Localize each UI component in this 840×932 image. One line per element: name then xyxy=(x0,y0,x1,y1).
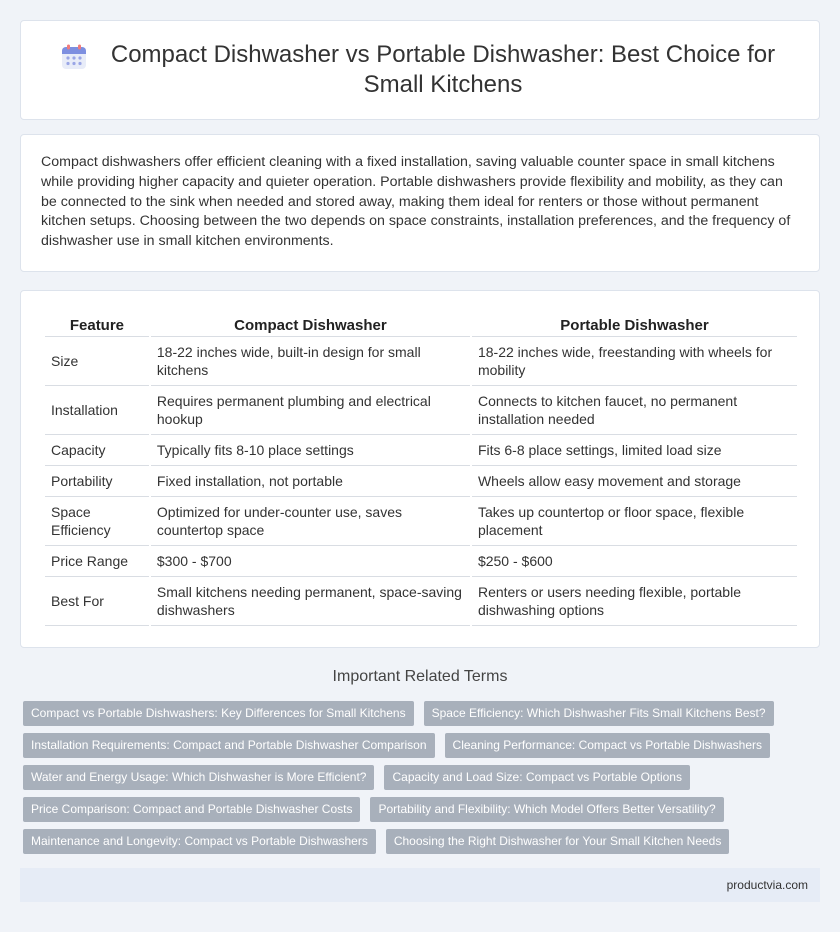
cell-compact: Typically fits 8-10 place settings xyxy=(151,435,470,466)
tag-row xyxy=(23,829,823,854)
table-row xyxy=(45,497,797,546)
related-term-tag[interactable]: Space Efficiency: Which Dishwasher Fits Small Kitchens Best? xyxy=(424,701,774,726)
related-term-tag[interactable]: Capacity and Load Size: Compact vs Portable Options xyxy=(384,765,690,790)
related-term-tag[interactable]: Price Comparison: Compact and Portable Dishwasher Costs xyxy=(23,797,360,822)
table-row xyxy=(45,546,797,577)
cell-feature: Capacity xyxy=(45,435,149,466)
cell-feature: Space Efficiency xyxy=(45,497,149,546)
comparison-table xyxy=(43,313,799,626)
table-row xyxy=(45,386,797,435)
cell-compact: Optimized for under-counter use, saves countertop space xyxy=(151,497,470,546)
cell-feature: Price Range xyxy=(45,546,149,577)
footer xyxy=(20,868,820,902)
cell-portable: Fits 6-8 place settings, limited load size xyxy=(472,435,797,466)
cell-portable: Renters or users needing flexible, portable dishwashing options xyxy=(472,577,797,626)
related-term-tag[interactable]: Installation Requirements: Compact and Portable Dishwasher Comparison xyxy=(23,733,435,758)
related-term-tag[interactable]: Cleaning Performance: Compact vs Portable Dishwashers xyxy=(445,733,770,758)
related-term-tag[interactable]: Maintenance and Longevity: Compact vs Portable Dishwashers xyxy=(23,829,376,854)
header-portable: Portable Dishwasher xyxy=(472,313,797,337)
related-terms-list xyxy=(23,701,823,861)
table-row xyxy=(45,435,797,466)
table-row xyxy=(45,577,797,626)
tag-row xyxy=(23,797,823,822)
header-feature: Feature xyxy=(45,313,149,337)
page-title: Compact Dishwasher vs Portable Dishwasher: Best Choice for Small Kitchens xyxy=(110,41,776,98)
cell-portable: $250 - $600 xyxy=(472,546,797,577)
cell-feature: Best For xyxy=(45,577,149,626)
comparison-table-card xyxy=(20,290,820,648)
title-card xyxy=(20,20,820,120)
cell-portable: Takes up countertop or floor space, flexible placement xyxy=(472,497,797,546)
cell-compact: Fixed installation, not portable xyxy=(151,466,470,497)
header-compact: Compact Dishwasher xyxy=(151,313,470,337)
related-term-tag[interactable]: Compact vs Portable Dishwashers: Key Differences for Small Kitchens xyxy=(23,701,414,726)
table-row xyxy=(45,337,797,386)
cell-compact: 18-22 inches wide, built-in design for small kitchens xyxy=(151,337,470,386)
related-term-tag[interactable]: Choosing the Right Dishwasher for Your Small Kitchen Needs xyxy=(386,829,730,854)
cell-feature: Size xyxy=(45,337,149,386)
tag-row xyxy=(23,765,823,790)
cell-compact: $300 - $700 xyxy=(151,546,470,577)
related-term-tag[interactable]: Water and Energy Usage: Which Dishwasher is More Efficient? xyxy=(23,765,374,790)
title-wrap xyxy=(61,40,779,100)
cell-feature: Portability xyxy=(45,466,149,497)
table-row xyxy=(45,466,797,497)
cell-portable: 18-22 inches wide, freestanding with wheels for mobility xyxy=(472,337,797,386)
footer-site-link[interactable]: productvia.com xyxy=(726,878,808,892)
summary-card xyxy=(20,134,820,272)
tag-row xyxy=(23,733,823,758)
cell-feature: Installation xyxy=(45,386,149,435)
cell-compact: Small kitchens needing permanent, space-saving dishwashers xyxy=(151,577,470,626)
tag-row xyxy=(23,701,823,726)
related-terms-title: Important Related Terms xyxy=(332,668,508,685)
calendar-grid-icon xyxy=(61,44,87,70)
related-term-tag[interactable]: Portability and Flexibility: Which Model Offers Better Versatility? xyxy=(370,797,723,822)
cell-compact: Requires permanent plumbing and electrical hookup xyxy=(151,386,470,435)
table-header-row xyxy=(45,313,797,337)
cell-portable: Wheels allow easy movement and storage xyxy=(472,466,797,497)
summary-text: Compact dishwashers offer efficient cleaning with a fixed installation, saving valuable counter space in small kitchens while providing higher capacity and quieter operation. Portable dishwashers provide flexibility and mobility, as they can be connected to the sink when needed and stored away, making them ideal for renters or those without permanent kitchen setups. Choosing between the two depends on space constraints, installation preferences, and the frequency of dishwasher use in small kitchen environments. xyxy=(41,154,791,250)
cell-portable: Connects to kitchen faucet, no permanent installation needed xyxy=(472,386,797,435)
